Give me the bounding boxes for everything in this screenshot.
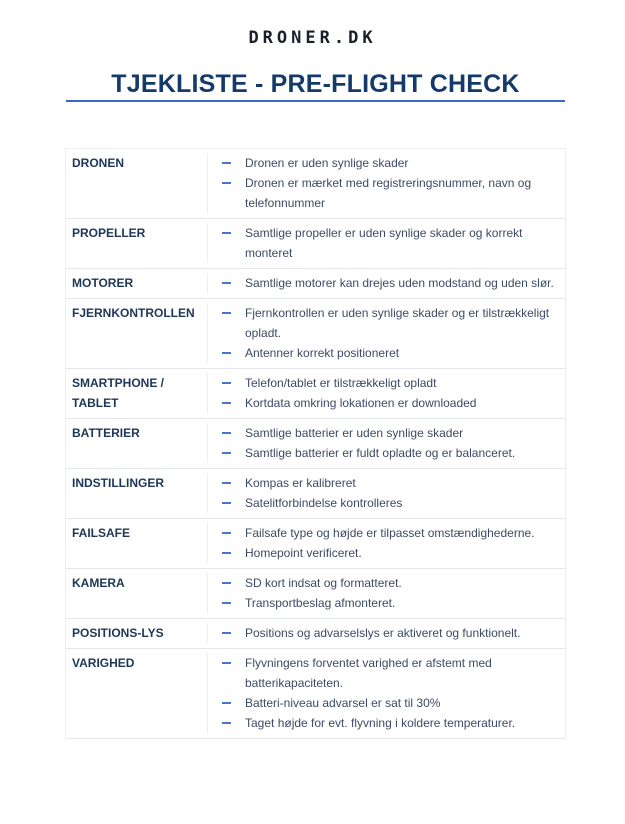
checklist-item (222, 653, 555, 693)
category-label: INDSTILLINGER (66, 473, 208, 513)
checklist-items (208, 153, 565, 213)
checklist-item-text: Telefon/tablet er tilstrækkeligt opladt (245, 376, 437, 390)
checklist-item (222, 693, 555, 713)
dash-bullet-icon (222, 602, 231, 604)
dash-bullet-icon (222, 282, 231, 284)
checklist-row-fjernkontrollen (66, 299, 565, 369)
dash-bullet-icon (222, 452, 231, 454)
checklist-item (222, 473, 555, 493)
checklist-items (208, 623, 565, 643)
category-label: SMARTPHONE / TABLET (66, 373, 208, 413)
checklist-item (222, 393, 555, 413)
dash-bullet-icon (222, 352, 231, 354)
checklist-item-text: Dronen er mærket med registreringsnummer, navn og telefonnummer (245, 176, 532, 210)
checklist-items (208, 423, 565, 463)
category-label: FJERNKONTROLLEN (66, 303, 208, 363)
dash-bullet-icon (222, 482, 231, 484)
checklist-item (222, 373, 555, 393)
checklist-item-text: Transportbeslag afmonteret. (245, 596, 396, 610)
category-label: PROPELLER (66, 223, 208, 263)
checklist-item (222, 303, 555, 343)
checklist-row-kamera (66, 569, 565, 619)
checklist-row-indstillinger (66, 469, 565, 519)
dash-bullet-icon (222, 632, 231, 634)
dash-bullet-icon (222, 312, 231, 314)
checklist-items (208, 303, 565, 363)
category-label: POSITIONS-LYS (66, 623, 208, 643)
page-title: TJEKLISTE - PRE-FLIGHT CHECK (111, 70, 520, 98)
category-label: VARIGHED (66, 653, 208, 733)
checklist-row-propeller (66, 219, 565, 269)
checklist-item-text: Dronen er uden synlige skader (245, 156, 409, 170)
dash-bullet-icon (222, 582, 231, 584)
checklist-items (208, 473, 565, 513)
checklist-item-text: Samtlige propeller er uden synlige skader og korrekt monteret (245, 226, 523, 260)
dash-bullet-icon (222, 162, 231, 164)
dash-bullet-icon (222, 662, 231, 664)
checklist-item-text: Kompas er kalibreret (245, 476, 356, 490)
checklist-item (222, 523, 555, 543)
checklist-item (222, 273, 555, 293)
checklist-row-failsafe (66, 519, 565, 569)
checklist-item (222, 423, 555, 443)
checklist-items (208, 653, 565, 733)
checklist-item (222, 493, 555, 513)
checklist-item-text: SD kort indsat og formatteret. (245, 576, 402, 590)
checklist-item-text: Positions og advarselslys er aktiveret og funktionelt. (245, 626, 521, 640)
checklist-item-text: Taget højde for evt. flyvning i koldere temperaturer. (245, 716, 516, 730)
checklist-item-text: Failsafe type og højde er tilpasset omstændighederne. (245, 526, 535, 540)
category-label: FAILSAFE (66, 523, 208, 563)
checklist-item (222, 153, 555, 173)
checklist-item (222, 543, 555, 563)
dash-bullet-icon (222, 182, 231, 184)
category-label: DRONEN (66, 153, 208, 213)
dash-bullet-icon (222, 402, 231, 404)
checklist-items (208, 273, 565, 293)
checklist-item-text: Antenner korrekt positioneret (245, 346, 400, 360)
category-label: MOTORER (66, 273, 208, 293)
dash-bullet-icon (222, 382, 231, 384)
logo: DRONER.DK (248, 28, 377, 48)
checklist-items (208, 523, 565, 563)
dash-bullet-icon (222, 552, 231, 554)
checklist-item-text: Homepoint verificeret. (245, 546, 362, 560)
checklist-item (222, 223, 555, 263)
category-label: BATTERIER (66, 423, 208, 463)
checklist-item (222, 623, 555, 643)
checklist-items (208, 223, 565, 263)
checklist-items (208, 573, 565, 613)
checklist-item-text: Batteri-niveau advarsel er sat til 30% (245, 696, 441, 710)
checklist-items (208, 373, 565, 413)
dash-bullet-icon (222, 532, 231, 534)
dash-bullet-icon (222, 502, 231, 504)
dash-bullet-icon (222, 232, 231, 234)
checklist-row-varighed (66, 649, 565, 739)
checklist-item-text: Samtlige batterier er fuldt opladte og er balanceret. (245, 446, 516, 460)
checklist-row-motorer (66, 269, 565, 299)
title-divider (66, 100, 565, 102)
checklist-row-positions-lys (66, 619, 565, 649)
checklist-row-dronen (66, 149, 565, 219)
checklist-item-text: Kortdata omkring lokationen er downloaded (245, 396, 477, 410)
dash-bullet-icon (222, 702, 231, 704)
dash-bullet-icon (222, 432, 231, 434)
checklist-item-text: Samtlige batterier er uden synlige skader (245, 426, 464, 440)
checklist-item-text: Satelitforbindelse kontrolleres (245, 496, 403, 510)
checklist-item (222, 573, 555, 593)
checklist-item (222, 173, 555, 213)
checklist-table (65, 148, 566, 739)
checklist-item-text: Flyvningens forventet varighed er afstemt med batterikapaciteten. (245, 656, 492, 690)
checklist-item (222, 593, 555, 613)
checklist-item-text: Samtlige motorer kan drejes uden modstand og uden slør. (245, 276, 554, 290)
dash-bullet-icon (222, 722, 231, 724)
checklist-item (222, 443, 555, 463)
checklist-item-text: Fjernkontrollen er uden synlige skader og er tilstrækkeligt opladt. (245, 306, 550, 340)
checklist-row-batterier (66, 419, 565, 469)
checklist-item (222, 343, 555, 363)
checklist-row-smartphone-tablet (66, 369, 565, 419)
checklist-item (222, 713, 555, 733)
category-label: KAMERA (66, 573, 208, 613)
